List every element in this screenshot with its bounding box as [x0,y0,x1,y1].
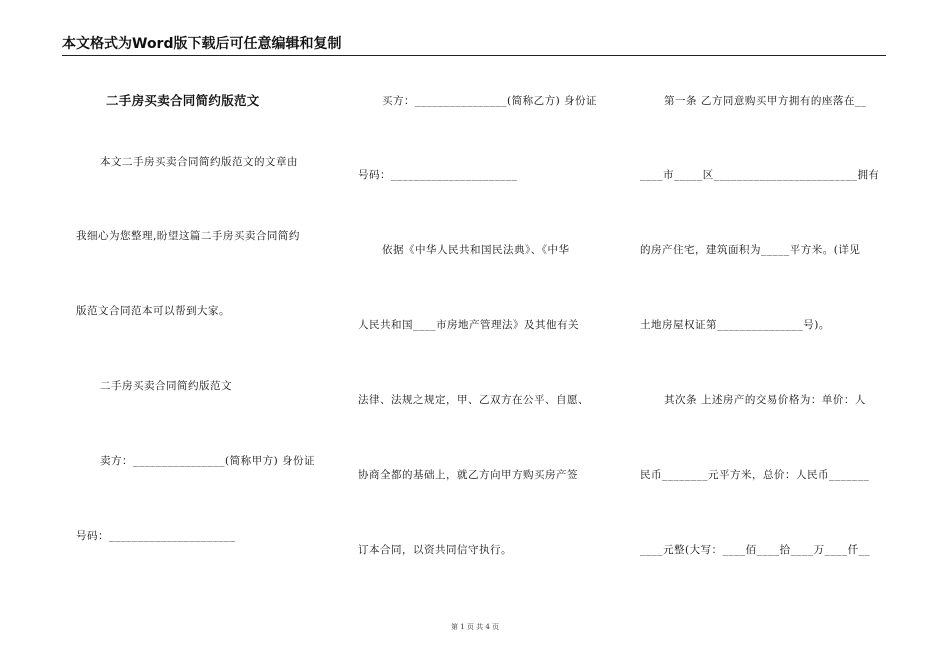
article-line: 民币________元平方米，总价：人民币_______ [640,469,870,481]
article-line: 其次条 上述房产的交易价格为：单价：人 [664,394,866,406]
buyer-field: 买方：________________(简称乙方) 身份证 [382,95,598,107]
document-title: 二手房买卖合同简约版范文 [106,93,260,108]
paragraph-line: 版范文合同范本可以帮到大家。 [76,305,230,317]
paragraph-line: 协商全都的基础上，就乙方向甲方购买房产签 [358,469,578,481]
article-line: 第一条 乙方同意购买甲方拥有的座落在__ [664,95,867,107]
article-line: ____元整(大写：____佰____拾____万____仟__ [640,544,871,556]
buyer-id-field: 号码：______________________ [358,169,518,181]
article-line: ____市_____区_________________________拥有 [640,169,880,181]
paragraph-line: 法律、法规之规定，甲、乙双方在公平、自愿、 [358,394,589,406]
paragraph-line: 依据《中华人民共和国民法典》、《中华 [382,244,570,256]
page-header: 本文格式为Word版下载后可任意编辑和复制 [62,34,886,56]
page-number: 第 1 页 共 4 页 [450,623,500,631]
seller-field: 卖方：________________(简称甲方) 身份证 [100,455,316,467]
paragraph-line: 人民共和国____市房地产管理法》及其他有关 [358,319,579,331]
paragraph-line: 我细心为您整理,盼望这篇二手房买卖合同简约 [76,230,300,242]
paragraph-line: 订本合同，以资共同信守执行。 [358,544,512,556]
article-line: 土地房屋权证第_______________号)。 [640,319,830,331]
seller-id-field: 号码：______________________ [76,530,236,542]
section-heading: 二手房买卖合同简约版范文 [100,380,232,392]
paragraph-line: 本文二手房买卖合同简约版范文的文章由 [100,156,298,168]
article-line: 的房产住宅，建筑面积为_____平方米。(详见 [640,244,861,256]
